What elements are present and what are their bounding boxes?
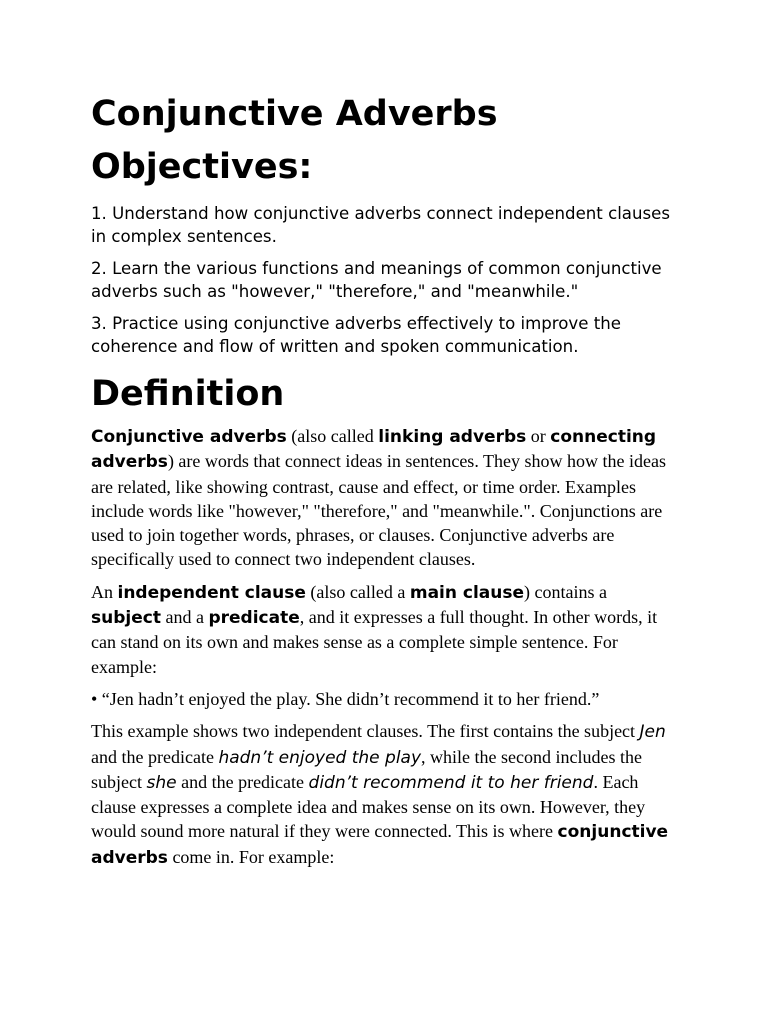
term-linking-adverbs: linking adverbs	[378, 427, 527, 447]
text-span: . Each clause expresses a complete idea and makes sense on its own. However, they would sound more natural if they were connected. This is where	[91, 771, 646, 842]
text-span: and a	[160, 607, 209, 628]
text-span: come in. For example:	[167, 846, 335, 867]
text-span: (also called a	[305, 581, 410, 602]
page-title: Conjunctive Adverbs	[91, 94, 498, 134]
italic-predicate-2: didn’t recommend it to her friend	[308, 772, 594, 793]
text-span: An	[91, 581, 118, 602]
objectives-heading: Objectives:	[91, 147, 313, 187]
text-span: and the predicate	[91, 746, 219, 767]
definition-paragraph-4	[91, 719, 676, 870]
text-span: ) contains a	[524, 581, 607, 602]
text-span: and the predicate	[176, 771, 309, 792]
definition-paragraph-2	[91, 580, 676, 679]
example-bullet: • “Jen hadn’t enjoyed the play. She didn’t recommend it to her friend.”	[91, 688, 600, 709]
objective-item-2: 2. Learn the various functions and meanings of common conjunctive adverbs such as "however," "therefore," and "meanwhile."	[91, 259, 662, 301]
term-predicate: predicate	[208, 608, 300, 629]
objective-item-3: 3. Practice using conjunctive adverbs effectively to improve the coherence and flow of written and spoken communication.	[91, 314, 621, 356]
term-subject: subject	[91, 608, 161, 629]
document-page	[91, 92, 676, 878]
text-span: , while the second includes the subject	[91, 746, 642, 792]
text-span: or	[526, 426, 551, 446]
definition-heading: Definition	[91, 374, 285, 414]
term-connecting-adverbs: connecting adverbs	[91, 427, 657, 473]
definition-paragraph-1	[91, 424, 676, 572]
text-span: ) are words that connect ideas in sentences. They show how the ideas are related, like showing contrast, cause and effect, or time order. Examples include words like "however," "therefore," and "meanwhile.". Conjunctions are used to join together words, phrases, or clauses. Conjunctive adverbs are specifically used to connect two independent clauses.	[91, 451, 666, 570]
term-independent-clause: independent clause	[117, 582, 306, 603]
italic-subject-jen: Jen	[639, 722, 666, 743]
objective-item-1: 1. Understand how conjunctive adverbs connect independent clauses in complex sentences.	[91, 204, 670, 246]
term-conjunctive-adverbs: conjunctive adverbs	[91, 822, 669, 868]
italic-predicate-1: hadn’t enjoyed the play	[218, 747, 422, 768]
text-span: , and it expresses a full thought. In other words, it can stand on its own and makes sense as a complete simple sentence. For example:	[91, 607, 658, 677]
text-span: (also called	[286, 426, 379, 446]
term-conjunctive-adverbs: Conjunctive adverbs	[91, 427, 287, 447]
text-span: This example shows two independent clauses. The first contains the subject	[91, 721, 640, 742]
italic-subject-she: she	[146, 772, 177, 793]
term-main-clause: main clause	[409, 582, 525, 603]
